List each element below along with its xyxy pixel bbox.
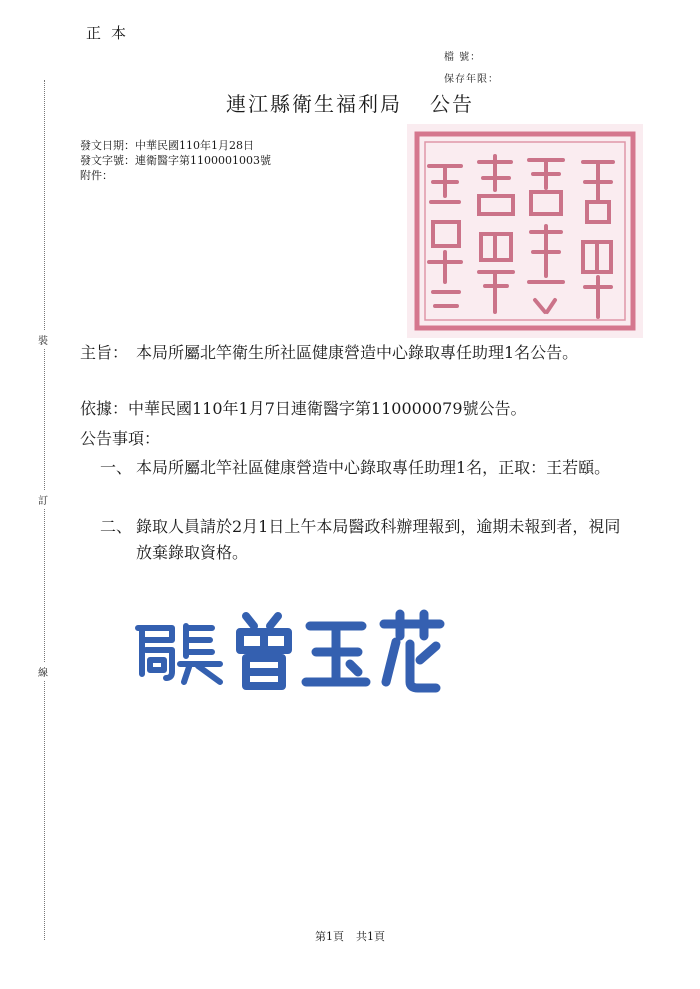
subject-text: 本局所屬北竿衛生所社區健康營造中心錄取專任助理1名公告。 [136,343,579,362]
item-number: 一、 [100,458,133,477]
issue-number: 發文字號：連衛醫字第1100001003號 [80,154,271,167]
binding-mark-zhuang: 裝 [38,330,48,349]
subject-label: 主旨： [80,343,129,362]
issue-date: 發文日期：中華民國110年1月28日 [80,139,254,152]
total-pages: 共1頁 [356,930,385,943]
basis-text: 依據：中華民國110年1月7日連衛醫字第110000079號公告。 [80,399,527,418]
current-page: 第1頁 [315,930,344,943]
page-number [0,928,700,944]
items-label: 公告事項： [80,429,161,448]
official-seal [405,122,645,340]
item-text: 錄取人員請於2月1日上午本局醫政科辦理報到，逾期未報到者，視同放棄錄取資格。 [136,517,621,562]
document-type: 公告 [430,92,474,116]
item-number: 二、 [100,517,133,536]
copy-mark: 正本 [86,24,137,42]
retention-period-label: 保存年限： [444,74,499,85]
director-signature [128,606,458,696]
agency-name: 連江縣衛生福利局 [226,92,402,116]
attachment-label: 附件： [80,169,113,182]
binding-mark-ding: 訂 [38,490,48,509]
file-number-label: 檔 號： [444,52,482,63]
item-text: 本局所屬北竿社區健康營造中心錄取專任助理1名，正取：王若頤。 [136,458,611,477]
binding-mark-xian: 線 [38,662,48,681]
binding-line [44,80,45,940]
document-title [226,88,474,117]
